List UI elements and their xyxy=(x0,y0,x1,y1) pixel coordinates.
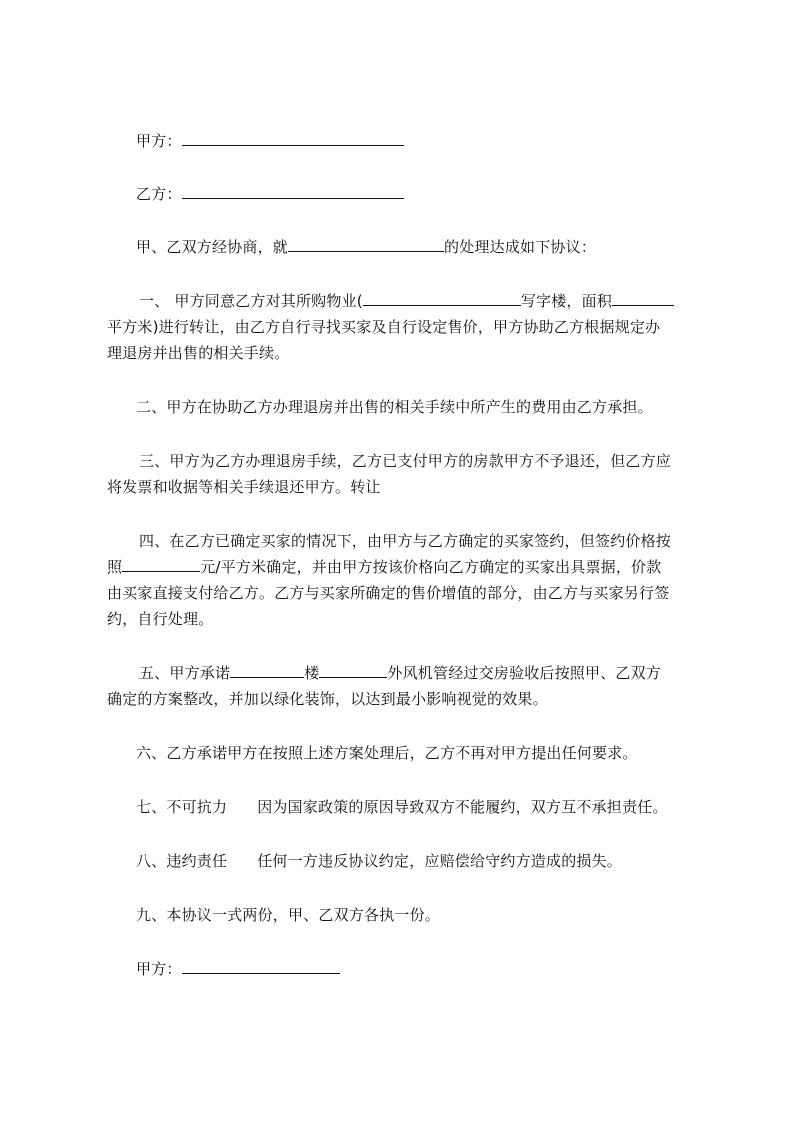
clause-4-text-a: 照 xyxy=(107,558,123,576)
clause-1-line-1 xyxy=(139,290,674,312)
clause-9: 九、本协议一式两份，甲、乙双方各执一份。 xyxy=(136,906,441,924)
clause-8-title: 八、违约责任 xyxy=(136,852,228,870)
intro-before: 甲、乙双方经协商，就 xyxy=(136,238,289,256)
clause-1-text-a: 一、 甲方同意乙方对其所购物业( xyxy=(139,292,363,310)
clause-7 xyxy=(136,796,668,818)
subject-blank[interactable] xyxy=(288,236,444,252)
clause-5-line-2: 确定的方案整改，并加以绿化装饰，以达到最小影响视觉的效果。 xyxy=(107,690,548,708)
clause-1-text-b: 写字楼，面积 xyxy=(520,292,613,310)
clause-8 xyxy=(136,850,622,872)
party-a-signature-label: 甲方： xyxy=(136,960,182,978)
clause-4-line-4: 约，自行处理。 xyxy=(107,610,214,628)
price-blank[interactable] xyxy=(122,556,200,572)
clause-8-text: 任何一方违反协议约定，应赔偿给守约方造成的损失。 xyxy=(257,852,623,870)
party-a-line xyxy=(136,130,404,152)
party-a-blank[interactable] xyxy=(182,130,404,146)
party-a-signature-blank[interactable] xyxy=(182,958,340,974)
clause-1-line-3: 理退房并出售的相关手续。 xyxy=(107,344,290,362)
party-a-label: 甲方： xyxy=(136,132,182,150)
clause-4-line-2 xyxy=(107,556,661,578)
intro-after: 的处理达成如下协议： xyxy=(444,238,597,256)
clause-2: 二、甲方在协助乙方办理退房并出售的相关手续中所产生的费用由乙方承担。 xyxy=(136,398,653,416)
clause-5-text-c: 外风机管经过交房验收后按照甲、乙双方 xyxy=(387,664,662,682)
party-b-label: 乙方： xyxy=(136,185,182,203)
clause-5-text-a: 五、甲方承诺 xyxy=(139,664,231,682)
party-b-blank[interactable] xyxy=(182,183,404,199)
clause-4-line-1: 四、在乙方已确定买家的情况下，由甲方与乙方确定的买家签约，但签约价格按 xyxy=(139,532,672,550)
building-blank[interactable] xyxy=(230,662,304,678)
clause-6: 六、乙方承诺甲方在按照上述方案处理后，乙方不再对甲方提出任何要求。 xyxy=(136,744,638,762)
party-a-signature-line xyxy=(136,958,340,980)
clause-3-line-1: 三、甲方为乙方办理退房手续，乙方已支付甲方的房款甲方不予退还，但乙方应 xyxy=(139,452,672,470)
party-b-line xyxy=(136,183,404,205)
clause-3-line-2: 将发票和收据等相关手续退还甲方。转让 xyxy=(107,478,381,496)
clause-7-text: 因为国家政策的原因导致双方不能履约，双方互不承担责任。 xyxy=(257,798,668,816)
clause-5-text-b: 楼 xyxy=(304,664,320,682)
clause-7-title: 七、不可抗力 xyxy=(136,798,228,816)
clause-4-text-b: 元/平方米确定，并由甲方按该价格向乙方确定的买家出具票据，价款 xyxy=(200,558,662,576)
clause-4-line-3: 由买家直接支付给乙方。乙方与买家所确定的售价增值的部分，由乙方与买家另行签 xyxy=(107,584,670,602)
intro-line xyxy=(136,236,596,258)
floor-blank[interactable] xyxy=(319,662,387,678)
property-blank[interactable] xyxy=(363,290,521,306)
clause-1-line-2: 平方米)进行转让，由乙方自行寻找买家及自行设定售价，甲方协助乙方根据规定办 xyxy=(107,318,661,336)
clause-5-line-1 xyxy=(139,662,661,684)
area-blank[interactable] xyxy=(612,290,674,306)
